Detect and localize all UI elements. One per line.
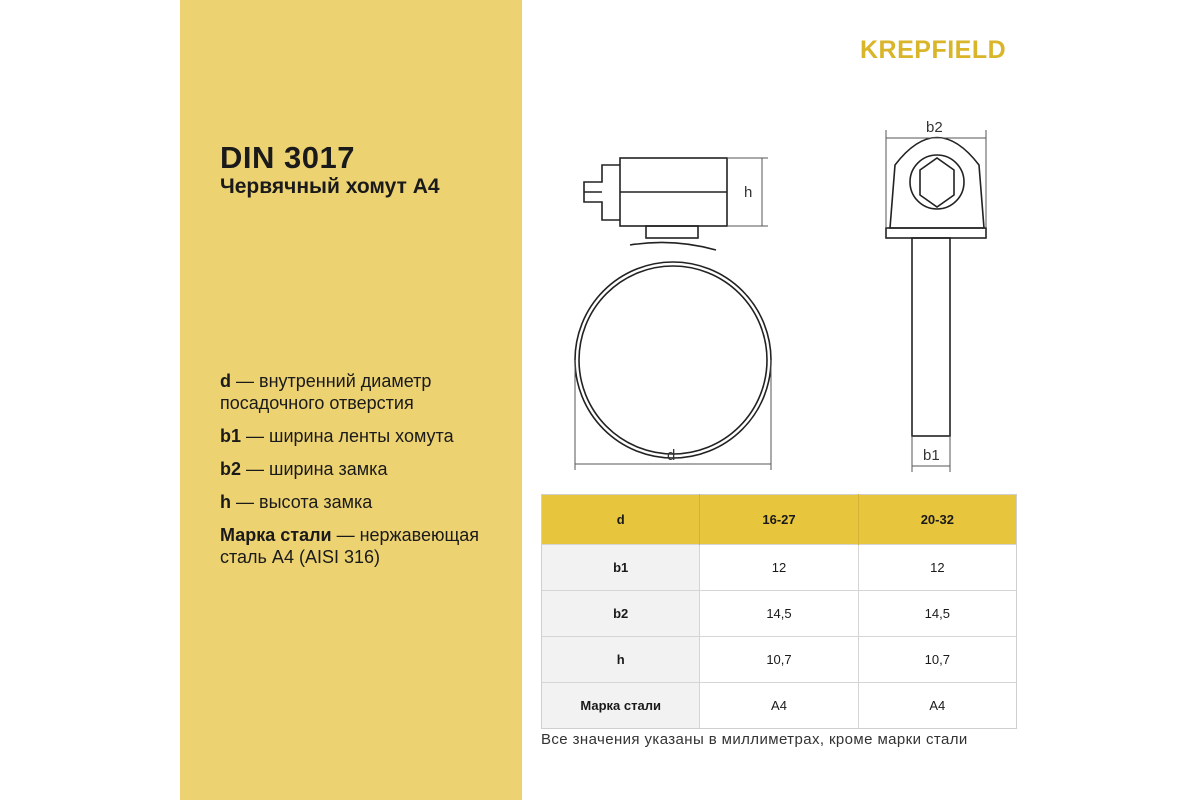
page-subtitle: Червячный хомут А4 [220, 175, 440, 198]
table-header-row [542, 495, 1017, 545]
table-row [542, 683, 1017, 729]
legend-item-b2 [220, 458, 510, 480]
dim-label-h: h [744, 184, 753, 201]
brand-logo: KREPFIELD [860, 36, 1007, 64]
table-row [542, 591, 1017, 637]
table-header-cell: d [542, 495, 700, 545]
legend-item-steel [220, 524, 510, 568]
legend-key: d [220, 371, 231, 391]
legend-key: b1 [220, 426, 242, 446]
table-row-label: b2 [542, 591, 700, 637]
technical-drawing [540, 110, 1010, 480]
footnote: Все значения указаны в миллиметрах, кроме марки стали [541, 731, 968, 748]
table-cell: A4 [858, 683, 1016, 729]
table-cell: 12 [858, 545, 1016, 591]
nut-ring [910, 155, 964, 209]
legend-key: b2 [220, 459, 242, 479]
table-cell: 10,7 [700, 637, 858, 683]
lock-base [886, 228, 986, 238]
legend-item-b1 [220, 425, 510, 447]
legend [220, 370, 510, 579]
table-header-cell: 20-32 [858, 495, 1016, 545]
legend-text: — нержавеющая сталь A4 (AISI 316) [220, 525, 480, 567]
spec-table [541, 494, 1017, 729]
table-row-label: b1 [542, 545, 700, 591]
side-view [886, 138, 986, 437]
table-cell: 14,5 [858, 591, 1016, 637]
dim-label-d: d [667, 447, 676, 464]
band-side [912, 238, 950, 436]
page-title: DIN 3017 [220, 140, 355, 175]
table-row-label: Марка стали [542, 683, 700, 729]
legend-key: h [220, 492, 231, 512]
band-overlap [630, 242, 716, 250]
legend-text: — ширина ленты хомута [241, 426, 454, 446]
table-cell: 12 [700, 545, 858, 591]
legend-item-h [220, 491, 510, 513]
table-row [542, 545, 1017, 591]
dim-b2 [886, 130, 986, 228]
clamp-outer-circle [575, 262, 771, 458]
table-header-cell: 16-27 [700, 495, 858, 545]
housing-base [646, 226, 698, 238]
dim-label-b1: b1 [923, 447, 940, 464]
legend-text: — высота замка [231, 492, 373, 512]
lock-body [890, 138, 984, 229]
legend-text: — ширина замка [241, 459, 388, 479]
dim-label-b2: b2 [926, 119, 943, 136]
table-cell: 14,5 [700, 591, 858, 637]
front-view [575, 158, 771, 458]
legend-key: Марка стали [220, 525, 332, 545]
clamp-inner-circle [579, 266, 767, 454]
legend-text: — внутренний диаметр посадочного отверстия [220, 371, 432, 413]
table-cell: A4 [700, 683, 858, 729]
legend-item-d [220, 370, 510, 414]
table-row-label: h [542, 637, 700, 683]
table-cell: 10,7 [858, 637, 1016, 683]
hex-nut [920, 158, 954, 207]
table-row [542, 637, 1017, 683]
